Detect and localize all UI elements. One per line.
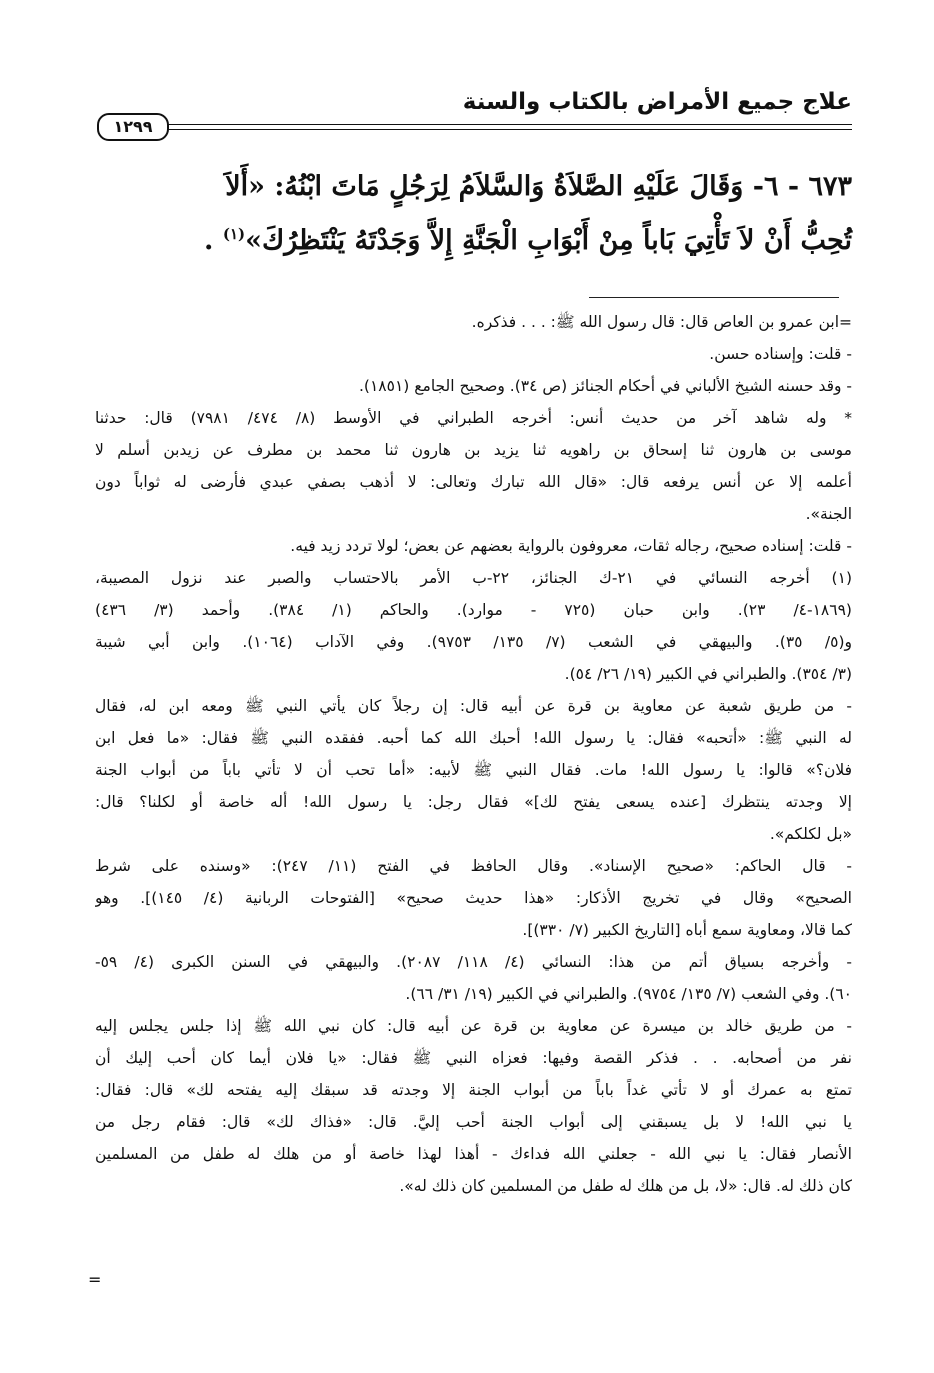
- note-line: يا نبي الله! لا بل يسبقني إلى أبواب الجنة أحب إليَّ. قال: «فذاك لك» قال: فقام رجل من: [95, 1113, 852, 1131]
- footnote-marker: (١): [222, 225, 246, 243]
- note-line: الجنة».: [805, 505, 852, 523]
- note-line: إلا وجدته ينتظرك [عنده يسعى يفتح لك]» فقال رجل: يا رسول الله! أله خاصة أو لكلنا؟ قال:: [95, 793, 852, 811]
- hadith-text: [95, 160, 852, 268]
- note-line: موسى بن هارون ثنا إسحاق بن راهويه ثنا يزيد بن هارون ثنا محمد بن مطرف عن زيدبن أسلم لا: [95, 441, 852, 459]
- hadith-line-1: ٦٧٣ - ٦- وَقَالَ عَلَيْهِ الصَّلاَةُ وَالسَّلاَمُ لِرَجُلٍ مَاتَ ابْنُهُ: «أَلاَ: [225, 171, 852, 202]
- page-number: ١٢٩٩: [113, 117, 153, 136]
- note-line: (١٨٦٩-٤/ ٢٣). وابن حبان (٧٢٥ - موارد). والحاكم (١/ ٣٨٤). وأحمد (٣/ ٤٣٦): [95, 601, 852, 619]
- note-line: كان ذلك له. قال: «لا، بل من هلك له طفل من المسلمين كان ذلك له».: [399, 1177, 852, 1195]
- continuation-mark: =: [88, 1270, 102, 1289]
- note-line: - قال الحاكم: «صحيح الإسناد». وقال الحافظ في الفتح (١١/ ٢٤٧): «وسنده على شرط: [95, 857, 852, 875]
- running-title: علاج جميع الأمراض بالكتاب والسنة: [462, 89, 852, 115]
- note-line: - قلت: وإسناده حسن.: [709, 345, 852, 363]
- hadith-line-2: [95, 214, 852, 268]
- note-line: * وله شاهد آخر من حديث أنس: أخرجه الطبراني في الأوسط (٨/ ٤٧٤/ ٧٩٨١) قال: حدثنا: [95, 409, 852, 427]
- note-line: =ابن عمرو بن العاص قال: قال رسول الله ﷺ: . . . فذكره.: [471, 313, 852, 331]
- note-line: (٣/ ٣٥٤). والطبراني في الكبير (١٩/ ٢٦/ ٥٤).: [564, 665, 852, 683]
- page-header: [95, 86, 852, 146]
- note-line: (١) أخرجه النسائي في ٢١-ك الجنائز، ٢٢-ب الأمر بالاحتساب والصبر عند نزول المصيبة،: [95, 569, 852, 587]
- note-line: - من طريق شعبة عن معاوية بن قرة عن أبيه قال: إن رجلاً كان يأتي النبي ﷺ ومعه ابن له، فقال: [95, 697, 852, 715]
- header-rule: [155, 124, 852, 130]
- note-line: الصحيح» وقال في تخريج الأذكار: «هذا حديث صحيح» [الفتوحات الربانية (٤/ ١٤٥)]. وهو: [95, 889, 852, 907]
- note-line: له النبي ﷺ: «أتحبه» فقال: يا رسول الله! أحبك الله كما أحبه. ففقده النبي ﷺ فقال: «ما فعل ابن: [95, 729, 852, 747]
- note-line: - من طريق خالد بن ميسرة عن معاوية بن قرة عن أبيه قال: كان نبي الله ﷺ إذا جلس يجلس إليه: [95, 1017, 852, 1035]
- note-line: ٦٠). وفي الشعب (٧/ ١٣٥/ ٩٧٥٤). والطبراني في الكبير (١٩/ ٣١/ ٦٦).: [405, 985, 852, 1003]
- hadith-line-2-text: تُحِبُّ أَنْ لاَ تَأْتِيَ بَاباً مِنْ أَبْوَابِ الْجَنَّةِ إِلاَّ وَجَدْتَهُ يَنْتَظِرُكَ»: [245, 225, 852, 256]
- note-line: تمتع به عمرك أو لا تأتي غداً باباً من أبواب الجنة إلا وجدته قد سبقك إليه يفتحه لك» قال: فقال:: [95, 1081, 852, 1099]
- note-line: و(٥/ ٣٥). والبيهقي في الشعب (٧/ ١٣٥/ ٩٧٥٣). وفي الآداب (١٠٦٤). وابن أبي شيبة: [95, 633, 852, 651]
- note-line: كما قالا، ومعاوية سمع أباه [التاريخ الكبير (٧/ ٣٣٠)].: [522, 921, 852, 939]
- hadith-end: .: [204, 225, 223, 256]
- footnotes: [95, 306, 852, 1202]
- note-line: نفر من أصحابه. . . فذكر القصة وفيها: فعزاه النبي ﷺ فقال: «يا فلان أيما كان أحب إليك أن: [95, 1049, 852, 1067]
- footnote-separator: [589, 297, 839, 298]
- note-line: - وقد حسنه الشيخ الألباني في أحكام الجنائز (ص ٣٤). وصحيح الجامع (١٨٥١).: [359, 377, 852, 395]
- note-line: «بل لكلكم».: [769, 825, 852, 843]
- page-number-badge: [97, 113, 169, 141]
- note-line: - قلت: إسناده صحيح، رجاله ثقات، معروفون بالرواية بعضهم عن بعض؛ لولا تردد زيد فيه.: [290, 537, 852, 555]
- note-line: أعلمه إلا عن أنس يرفعه قال: «قال الله تبارك وتعالى: لا أذهب بصفي عبدي فأرضى له ثواباً دون: [95, 473, 852, 491]
- note-line: - وأخرجه بسياق أتم من هذا: النسائي (٤/ ١١٨/ ٢٠٨٧). والبيهقي في السنن الكبرى (٤/ ٥٩-: [95, 953, 852, 971]
- note-line: الأنصار فقال: يا نبي الله - جعلني الله فداءك - أهذا لهذا خاصة أو من هلك له طفل من المسلمين: [95, 1145, 852, 1163]
- note-line: فلان؟» قالوا: يا رسول الله! مات. فقال النبي ﷺ لأبيه: «أما تحب أن لا تأتي باباً من أبواب الجنة: [95, 761, 852, 779]
